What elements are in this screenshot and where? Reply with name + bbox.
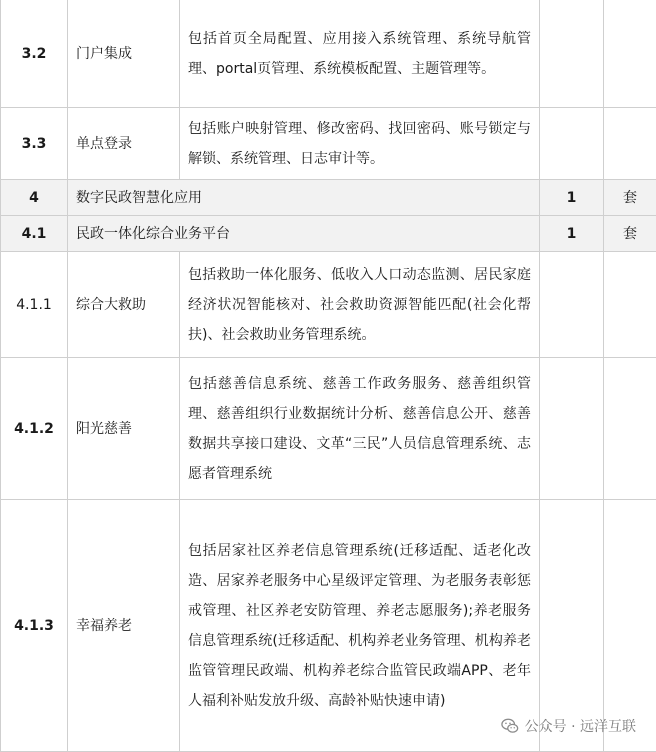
- row-description: 包括居家社区养老信息管理系统(迁移适配、适老化改造、居家养老服务中心星级评定管理、为老服务表彰惩戒管理、社区养老安防管理、养老志愿服务);养老服务信息管理系统(迁移适配、机构养老业务管理、机构养老监管管理民政端、机构养老综合监管民政端APP、老年人福利补贴发放升级、高龄补贴快速申请): [180, 500, 540, 752]
- table-row: [1, 216, 656, 252]
- row-unit: [604, 108, 656, 180]
- row-name: 门户集成: [68, 0, 180, 108]
- row-quantity: [540, 500, 604, 752]
- row-description: 包括首页全局配置、应用接入系统管理、系统导航管理、portal页管理、系统模板配置、主题管理等。: [180, 0, 540, 108]
- row-unit: [604, 500, 656, 752]
- table-row: [1, 500, 656, 752]
- row-number: 3.3: [1, 108, 68, 180]
- table-row: [1, 252, 656, 358]
- row-unit: 套: [604, 180, 656, 216]
- row-number: 4: [1, 180, 68, 216]
- watermark-text: 公众号 · 远洋互联: [525, 716, 636, 736]
- table-row: [1, 180, 656, 216]
- row-quantity: 1: [540, 180, 604, 216]
- row-quantity: [540, 0, 604, 108]
- wechat-icon: [501, 717, 519, 735]
- row-unit: 套: [604, 216, 656, 252]
- row-quantity: [540, 252, 604, 358]
- row-number: 4.1.3: [1, 500, 68, 752]
- row-quantity: [540, 108, 604, 180]
- table-row: [1, 358, 656, 500]
- row-unit: [604, 0, 656, 108]
- row-name: 幸福养老: [68, 500, 180, 752]
- row-description: 包括慈善信息系统、慈善工作政务服务、慈善组织管理、慈善组织行业数据统计分析、慈善信息公开、慈善数据共享接口建设、文革“三民”人员信息管理系统、志愿者管理系统: [180, 358, 540, 500]
- row-unit: [604, 252, 656, 358]
- row-number: 4.1: [1, 216, 68, 252]
- table-row: [1, 108, 656, 180]
- row-name: 民政一体化综合业务平台: [68, 216, 540, 252]
- watermark: [501, 716, 636, 736]
- row-name: 阳光慈善: [68, 358, 180, 500]
- row-unit: [604, 358, 656, 500]
- row-name: 单点登录: [68, 108, 180, 180]
- row-number: 4.1.1: [1, 252, 68, 358]
- row-number: 4.1.2: [1, 358, 68, 500]
- row-quantity: [540, 358, 604, 500]
- row-description: 包括救助一体化服务、低收入人口动态监测、居民家庭经济状况智能核对、社会救助资源智能匹配(社会化帮扶)、社会救助业务管理系统。: [180, 252, 540, 358]
- row-name: 数字民政智慧化应用: [68, 180, 540, 216]
- row-quantity: 1: [540, 216, 604, 252]
- row-description: 包括账户映射管理、修改密码、找回密码、账号锁定与解锁、系统管理、日志审计等。: [180, 108, 540, 180]
- row-number: 3.2: [1, 0, 68, 108]
- table-row: [1, 0, 656, 108]
- row-name: 综合大救助: [68, 252, 180, 358]
